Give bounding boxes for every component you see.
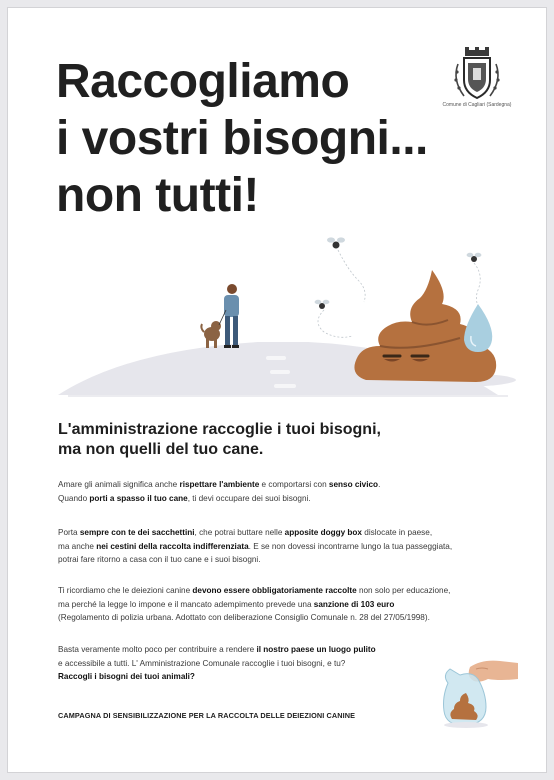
text: Porta <box>58 528 80 537</box>
paragraph-4 <box>58 643 478 684</box>
text: Quando <box>58 493 90 503</box>
text-bold: Raccogli i bisogni dei tuoi animali? <box>58 672 195 681</box>
subheading-line-2: ma non quelli del tuo cane. <box>58 441 264 458</box>
text-bold: nei cestini della raccolta indifferenziata <box>96 541 249 551</box>
text: ma anche <box>58 541 97 551</box>
crest-icon <box>438 46 516 102</box>
text: ma perché la legge lo impone e il mancato adempimento prevede una <box>58 599 314 609</box>
text-bold: sempre con te dei sacchettini <box>79 528 195 537</box>
text: , ti devi occupare dei suoi bisogni. <box>187 493 311 503</box>
crest-caption: Comune di Cagliari (Sardegna) <box>442 102 512 108</box>
text-bold: il nostro paese un luogo pulito <box>256 645 376 654</box>
paragraph-1 <box>58 478 478 505</box>
fly-icon <box>327 237 345 248</box>
text-bold: devono essere obbligatoriamente raccolte <box>192 586 357 595</box>
dog-figure <box>201 310 226 348</box>
text: Ti ricordiamo che le deiezioni canine <box>58 586 193 595</box>
text: Amare gli animali significa anche <box>58 480 180 489</box>
headline-line-3: non tutti! <box>56 169 259 222</box>
text-bold: sanzione di 103 euro <box>313 599 395 609</box>
text: dislocate in paese, <box>362 528 433 537</box>
text: e accessibile a tutti. L' Amministrazione Comunale raccoglie i tuoi bisogni, e tu? <box>58 658 346 668</box>
fly-icon <box>315 300 330 309</box>
poop-bag-illustration <box>430 653 520 733</box>
headline-line-2: i vostri bisogni... <box>56 112 428 165</box>
text: , che potrai buttare nelle <box>194 528 285 537</box>
fly-icon <box>467 253 482 262</box>
poster <box>8 8 546 772</box>
person-figure <box>224 284 239 348</box>
text-bold: porti a spasso il tuo cane <box>89 493 188 503</box>
text: e comportarsi con <box>259 480 329 489</box>
text: potrai fare ritorno a casa con il tuo cane e i suoi bisogni. <box>58 555 261 564</box>
text-bold: rispettare l'ambiente <box>179 480 260 489</box>
headline <box>56 53 456 224</box>
text-bold: senso civico <box>328 480 379 489</box>
text: Basta veramente molto poco per contribuire a rendere <box>58 645 257 654</box>
text: . <box>378 480 381 489</box>
illustration-scene <box>8 230 546 400</box>
municipal-crest <box>438 46 516 116</box>
text-bold: apposite doggy box <box>284 528 362 537</box>
text: . E se non dovessi incontrarne lungo la tua passeggiata, <box>248 541 453 551</box>
campaign-footer: CAMPAGNA DI SENSIBILIZZAZIONE PER LA RACCOLTA DELLE DEIEZIONI CANINE <box>58 711 356 720</box>
paragraph-2 <box>58 526 478 567</box>
text: non solo per educazione, <box>356 586 451 595</box>
paragraph-3 <box>58 584 478 625</box>
sweat-drop-icon <box>464 304 492 352</box>
subheading-line-1: L'amministrazione raccoglie i tuoi bisogni, <box>58 421 381 438</box>
subheading <box>58 420 498 460</box>
text: (Regolamento di polizia urbana. Adottato con deliberazione Consiglio Comunale n. 28 del 27/05/1998). <box>58 613 430 622</box>
headline-line-1: Raccogliamo <box>56 55 350 108</box>
